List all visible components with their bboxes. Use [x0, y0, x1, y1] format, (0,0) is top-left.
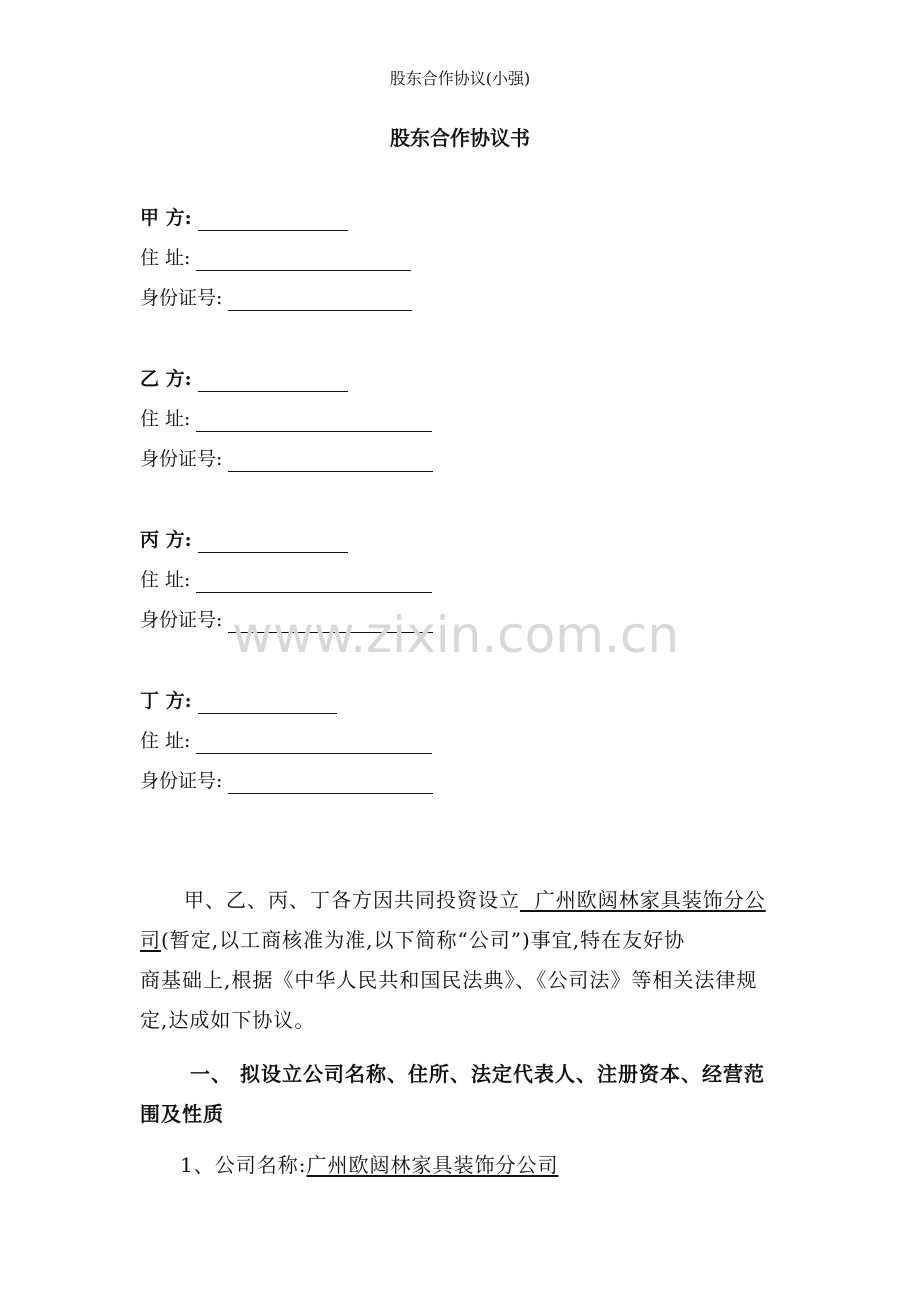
party-a-address-label: 住 址: — [140, 247, 191, 269]
party-d-id-row — [140, 767, 433, 793]
party-d-name-row — [140, 687, 337, 713]
party-b-name-blank — [198, 371, 348, 392]
party-b-id-row — [140, 445, 433, 471]
party-d-address-blank — [196, 733, 432, 754]
party-d-name-blank — [198, 693, 337, 714]
party-a-name-blank — [198, 210, 348, 231]
party-b-id-blank — [228, 451, 433, 472]
item-1-company-name — [180, 1150, 558, 1180]
party-a-address-row — [140, 244, 411, 270]
intro-line-3: 商基础上,根据《中华人民共和国民法典》、《公司法》等相关法律规 — [140, 968, 758, 992]
intro-line-2 — [140, 925, 685, 955]
party-a-id-label: 身份证号: — [140, 287, 223, 309]
party-a-name-label: 甲 方: — [140, 207, 192, 229]
company-name-underlined-1: 广州欧闼林家具装饰分公 — [520, 888, 766, 912]
party-c-address-blank — [196, 572, 432, 593]
party-d-name-label: 丁 方: — [140, 690, 192, 712]
party-b-address-label: 住 址: — [140, 408, 191, 430]
section-1-title-line-2: 围及性质 — [140, 1102, 224, 1126]
party-d-id-label: 身份证号: — [140, 770, 223, 792]
page-header: 股东合作协议(小强) — [389, 69, 531, 88]
party-a-name-row — [140, 204, 348, 230]
party-a-id-row — [140, 284, 412, 310]
party-b-name-label: 乙 方: — [140, 368, 192, 390]
section-1-title-line-1: 一、 拟设立公司名称、住所、法定代表人、注册资本、经营范 — [190, 1062, 765, 1086]
party-c-name-blank — [198, 532, 348, 553]
party-b-address-row — [140, 405, 432, 431]
company-name-underlined-2: 司 — [140, 928, 161, 952]
intro-line-1 — [184, 885, 766, 915]
party-d-id-blank — [228, 773, 433, 794]
party-c-address-row — [140, 566, 432, 592]
item-1-value: 广州欧闼林家具装饰分公司 — [306, 1153, 559, 1177]
intro-line-1-text: 甲、乙、丙、丁各方因共同投资设立 — [184, 888, 520, 912]
intro-line-4: 定,达成如下协议。 — [140, 1008, 316, 1032]
party-c-name-row — [140, 526, 348, 552]
intro-line-2-text: (暂定,以工商核准为准,以下简称“公司”)事宜,特在友好协 — [161, 928, 686, 952]
party-b-id-label: 身份证号: — [140, 448, 223, 470]
party-a-address-blank — [196, 250, 411, 271]
document-title: 股东合作协议书 — [390, 126, 530, 150]
watermark: www.zixin.com.cn — [232, 606, 680, 664]
party-c-id-label: 身份证号: — [140, 609, 223, 631]
party-d-address-label: 住 址: — [140, 730, 191, 752]
item-1-label: 1、公司名称: — [180, 1153, 307, 1177]
party-c-name-label: 丙 方: — [140, 529, 192, 551]
party-a-id-blank — [228, 290, 412, 311]
party-b-name-row — [140, 365, 348, 391]
party-c-address-label: 住 址: — [140, 569, 191, 591]
party-b-address-blank — [196, 411, 432, 432]
party-d-address-row — [140, 727, 432, 753]
